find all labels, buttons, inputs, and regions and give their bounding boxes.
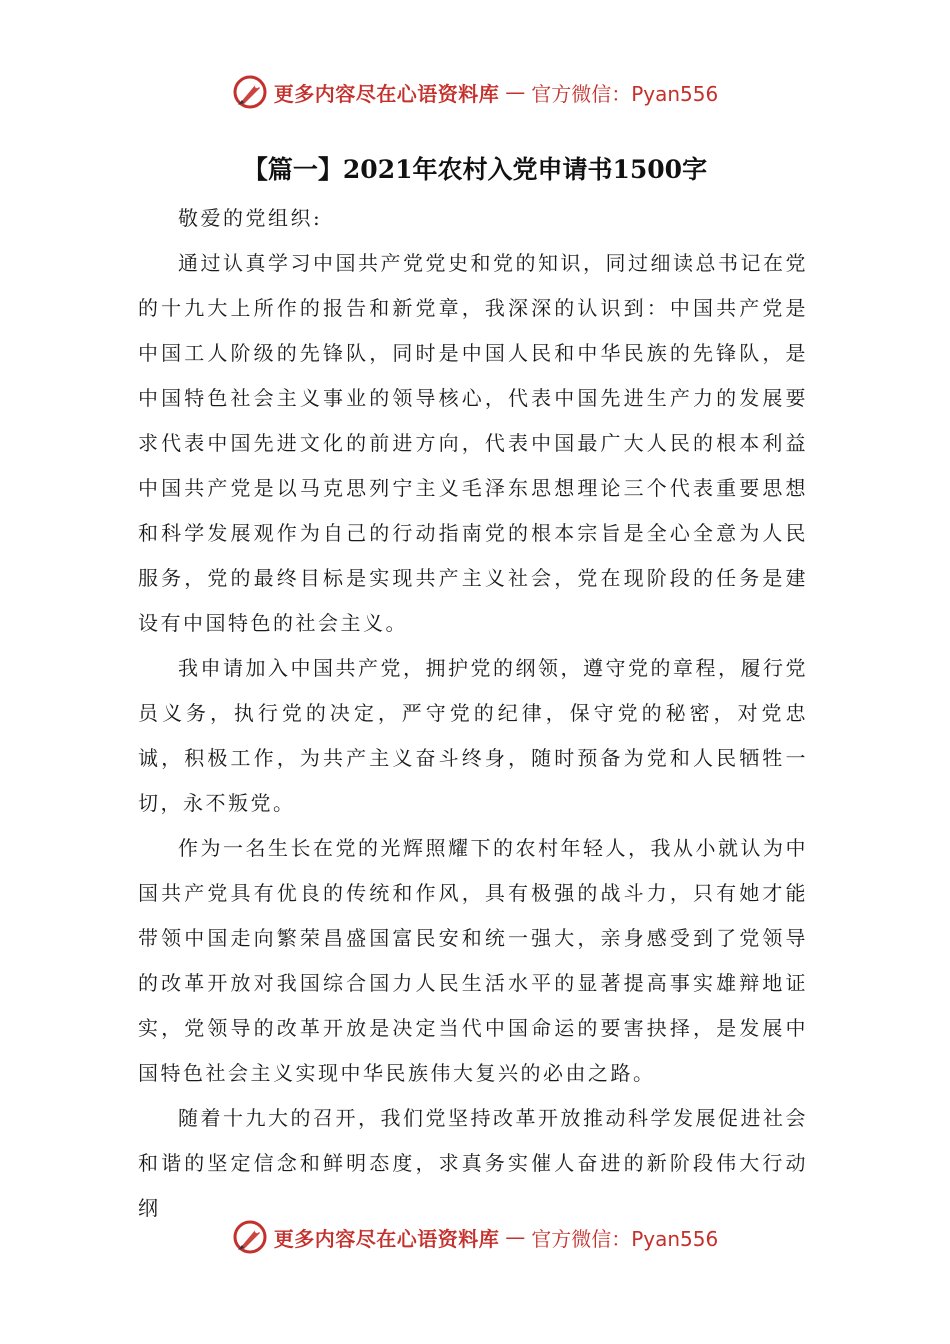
pen-nib-logo-icon: [232, 74, 268, 110]
document-body: [138, 196, 808, 1231]
paragraph-1: 通过认真学习中国共产党党史和党的知识，同过细读总书记在党的十九大上所作的报告和新党章，我深深的认识到：中国共产党是中国工人阶级的先锋队，同时是中国人民和中华民族的先锋队，是中国特色社会主义事业的领导核心，代表中国先进生产力的发展要求代表中国先进文化的前进方向，代表中国最广大人民的根本利益中国共产党是以马克思列宁主义毛泽东思想理论三个代表重要思想和科学发展观作为自己的行动指南党的根本宗旨是全心全意为人民服务，党的最终目标是实现共产主义社会，党在现阶段的任务是建设有中国特色的社会主义。: [138, 251, 808, 635]
footer-banner: [0, 1217, 950, 1257]
paragraph-2: 我申请加入中国共产党，拥护党的纲领，遵守党的章程，履行党员义务，执行党的决定，严守党的纪律，保守党的秘密，对党忠诚，积极工作，为共产主义奋斗终身，随时预备为党和人民牺牲一切，永不叛党。: [138, 656, 808, 815]
paragraph-4: 随着十九大的召开，我们党坚持改革开放推动科学发展促进社会和谐的坚定信念和鲜明态度，求真务实催人奋进的新阶段伟大行动纲: [138, 1106, 808, 1220]
salutation: 敬爱的党组织:: [178, 206, 323, 230]
header-brand-text: 更多内容尽在心语资料库: [273, 81, 500, 106]
header-wechat-text: 官方微信：Pyan556: [531, 81, 719, 106]
footer-brand-text: 更多内容尽在心语资料库: [273, 1226, 500, 1251]
header-dash: —: [505, 80, 526, 104]
pen-nib-logo-icon: [232, 1219, 268, 1255]
document-title: 【篇一】2021年农村入党申请书1500字: [242, 155, 708, 184]
footer-dash: —: [505, 1225, 526, 1249]
footer-wechat-text: 官方微信：Pyan556: [531, 1226, 719, 1251]
paragraph-3: 作为一名生长在党的光辉照耀下的农村年轻人，我从小就认为中国共产党具有优良的传统和作风，具有极强的战斗力，只有她才能带领中国走向繁荣昌盛国富民安和统一强大，亲身感受到了党领导的改革开放对我国综合国力人民生活水平的显著提高事实雄辩地证实，党领导的改革开放是决定当代中国命运的要害抉择，是发展中国特色社会主义实现中华民族伟大复兴的必由之路。: [138, 836, 808, 1085]
header-banner: [0, 72, 950, 112]
